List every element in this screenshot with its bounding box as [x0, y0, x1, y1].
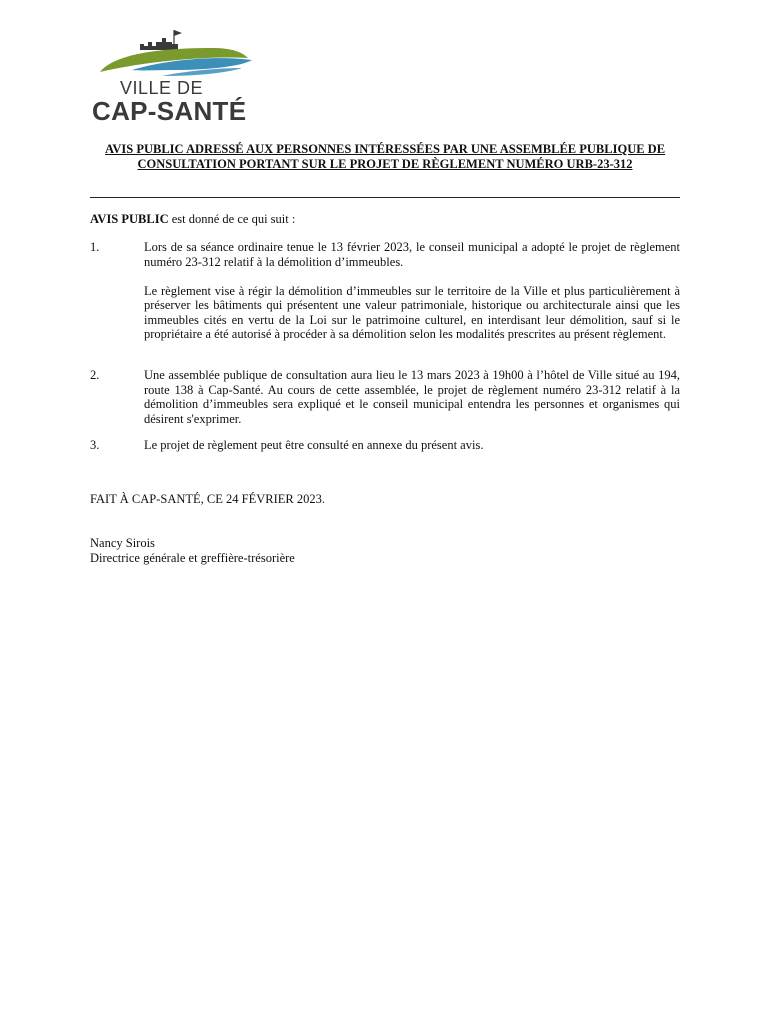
item-paragraph: Lors de sa séance ordinaire tenue le 13 février 2023, le conseil municipal a adopté le projet de règlement numéro 23-312 relatif à la démolition d’immeubles. — [144, 240, 680, 269]
title-divider — [90, 197, 680, 198]
item-number: 1. — [90, 240, 100, 254]
list-item — [90, 368, 680, 426]
item-paragraph: Le règlement vise à régir la démolition d’immeubles sur le territoire de la Ville et plus particulièrement à préserver les bâtiments qui présentent une valeur patrimoniale, historique ou architecturale ainsi que les immeubles cités en vertu de la Loi sur le patrimoine culturel, en interdisant leur démolition, sauf si le propriétaire a été autorisé à procéder à sa démolition selon les modalités prescrites au présent règlement. — [144, 283, 680, 341]
item-number: 2. — [90, 368, 100, 382]
ville-de-cap-sante-logo — [92, 26, 262, 126]
logo-text-cap-sante: CAP-SANTÉ — [92, 96, 247, 126]
list-item — [90, 438, 680, 453]
signature-block — [90, 536, 295, 565]
signatory-role: Directrice générale et greffière-trésorière — [90, 550, 295, 565]
logo-emblem-icon — [92, 26, 262, 86]
intro-bold: AVIS PUBLIC — [90, 212, 169, 226]
logo-text-ville-de: VILLE DE — [120, 78, 204, 98]
signatory-name: Nancy Sirois — [90, 536, 155, 550]
item-paragraph: Une assemblée publique de consultation aura lieu le 13 mars 2023 à 19h00 à l’hôtel de Ville situé au 194, route 138 à Cap-Santé. Au cours de cette assemblée, le projet de règlement numéro 23-312 relatif à la démolition d’immeubles sera expliqué et le conseil municipal entendra les personnes et organismes qui désirent s'exprimer. — [144, 368, 680, 426]
notice-title: AVIS PUBLIC ADRESSÉ AUX PERSONNES INTÉRESSÉES PAR UNE ASSEMBLÉE PUBLIQUE DE CONSULTATION PORTANT SUR LE PROJET DE RÈGLEMENT NUMÉRO URB-23-312 — [104, 142, 666, 171]
closing-statement: FAIT À CAP-SANTÉ, CE 24 FÉVRIER 2023. — [90, 492, 325, 506]
intro-rest: est donné de ce qui suit : — [168, 212, 296, 226]
item-number: 3. — [90, 438, 100, 452]
intro-line — [90, 212, 295, 227]
list-item — [90, 240, 680, 342]
item-paragraph: Le projet de règlement peut être consulté en annexe du présent avis. — [144, 438, 484, 452]
